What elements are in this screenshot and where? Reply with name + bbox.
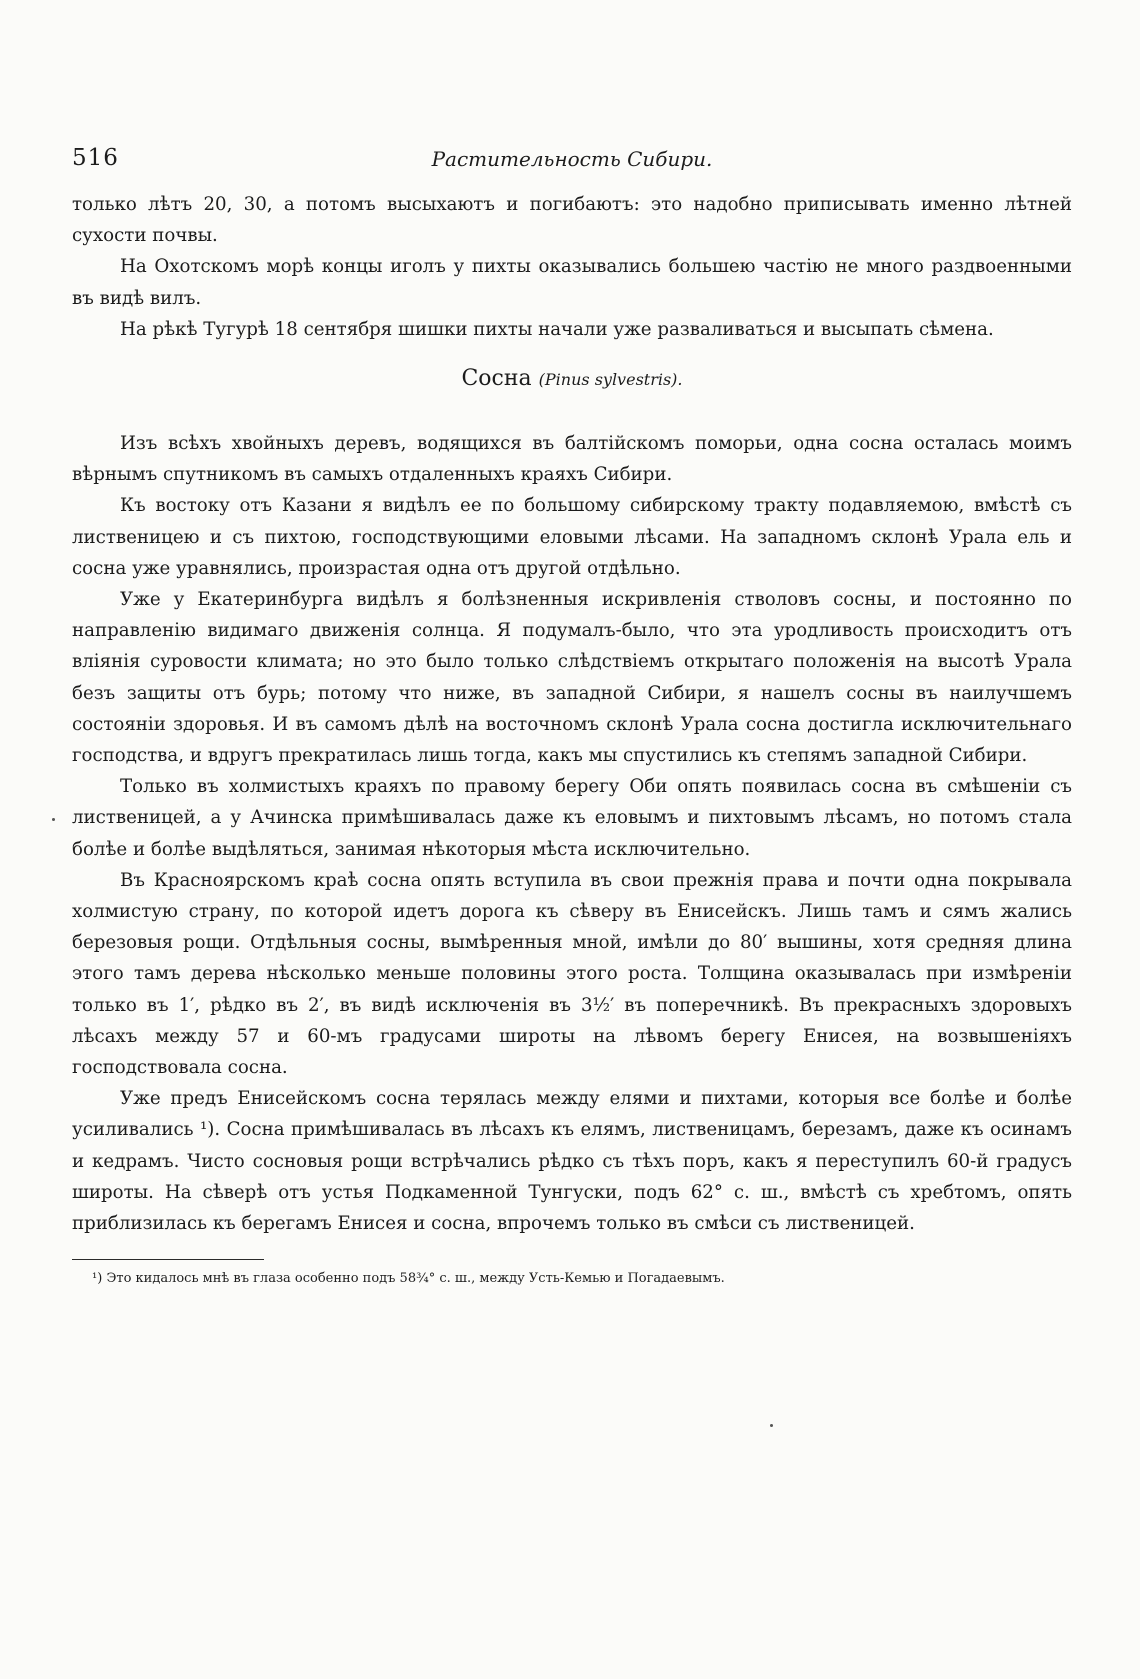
body-text: [72, 189, 1072, 1239]
paragraph: Уже у Екатеринбурга видѣлъ я болѣзненныя искривленія стволовъ сосны, и постоянно по направленію видимаго движенія солнца. Я подумалъ-было, что эта уродливость происходитъ отъ вліянія суровости климата; но это было только слѣдствіемъ открытаго положенія на высотѣ Урала безъ защиты отъ бурь; потому что ниже, въ западной Сибири, я нашелъ сосны въ наилучшемъ состояніи здоровья. И въ самомъ дѣлѣ на восточномъ склонѣ Урала сосна достигла исключительнаго господства, и вдругъ прекратилась лишь тогда, какъ мы спустились къ степямъ западной Сибири.: [72, 589, 1072, 767]
paragraph: Изъ всѣхъ хвойныхъ деревъ, водящихся въ балтійскомъ поморьи, одна сосна осталась моимъ вѣрнымъ спутникомъ въ самыхъ отдаленныхъ краяхъ Сибири.: [72, 433, 1072, 486]
paragraph: Только въ холмистыхъ краяхъ по правому берегу Оби опять появилась сосна въ смѣшеніи съ лиственицей, а у Ачинска примѣшивалась даже къ еловымъ и пихтовымъ лѣсамъ, но потомъ стала болѣе и болѣе выдѣляться, занимая нѣкоторыя мѣста исключительно.: [72, 776, 1072, 860]
running-title: Растительность Сибири.: [431, 147, 713, 171]
paragraph: На Охотскомъ морѣ концы иголъ у пихты оказывались большею частію не много раздвоенными въ видѣ вилъ.: [72, 256, 1072, 309]
paragraph: Уже предъ Енисейскомъ сосна терялась между елями и пихтами, которыя все болѣе и болѣе усиливались ¹). Сосна примѣшивалась въ лѣсахъ къ елямъ, лиственицамъ, березамъ, даже къ осинамъ и кедрамъ. Чисто сосновыя рощи встрѣчались рѣдко съ тѣхъ поръ, какъ я переступилъ 60-й градусъ широты. На сѣверѣ отъ устья Подкаменной Тунгуски, подъ 62° с. ш., вмѣстѣ съ хребтомъ, опять приблизилась къ берегамъ Енисея и сосна, впрочемъ только въ смѣси съ лиственицей.: [72, 1088, 1072, 1235]
footnote: [72, 1268, 1072, 1290]
section-title: Сосна: [461, 366, 532, 392]
footnote-text: Это кидалось мнѣ въ глаза особенно подъ 58¾° с. ш., между Усть-Кемью и Погадаевымъ.: [106, 1271, 725, 1287]
paragraph: только лѣтъ 20, 30, а потомъ высыхаютъ и погибаютъ: это надобно приписывать именно лѣтней сухости почвы.: [72, 194, 1072, 247]
footnote-rule: [72, 1259, 264, 1260]
scan-speck: [52, 818, 55, 821]
scan-speck: [770, 1424, 773, 1427]
document-page: [72, 145, 1072, 1290]
page-number: 516: [72, 145, 119, 171]
paragraph: Къ востоку отъ Казани я видѣлъ ее по большому сибирскому тракту подавляемою, вмѣстѣ съ лиственицею и съ пихтою, господствующими еловыми лѣсами. На западномъ склонѣ Урала ель и сосна уже уравнялись, произрастая одна отъ другой отдѣльно.: [72, 495, 1072, 579]
paragraph: Въ Красноярскомъ краѣ сосна опять вступила въ свои прежнія права и почти одна покрывала холмистую страну, по которой идетъ дорога къ сѣверу въ Енисейскъ. Лишь тамъ и сямъ жались березовыя рощи. Отдѣльныя сосны, вымѣренныя мной, имѣли до 80′ вышины, хотя средняя длина этого тамъ дерева нѣсколько меньше половины этого роста. Толщина оказывалась при измѣреніи только въ 1′, рѣдко въ 2′, въ видѣ исключенія въ 3½′ въ поперечникѣ. Въ прекрасныхъ здоровыхъ лѣсахъ между 57 и 60-мъ градусами широты на лѣвомъ берегу Енисея, на возвышеніяхъ господствовала сосна.: [72, 869, 1072, 1079]
running-head: [72, 145, 1072, 189]
section-heading: [72, 365, 1072, 394]
section-latin-name: (Pinus sylvestris).: [538, 370, 683, 390]
paragraph: На рѣкѣ Тугурѣ 18 сентября шишки пихты начали уже разваливаться и высыпать сѣмена.: [120, 318, 994, 340]
footnote-marker: ¹): [92, 1271, 103, 1287]
